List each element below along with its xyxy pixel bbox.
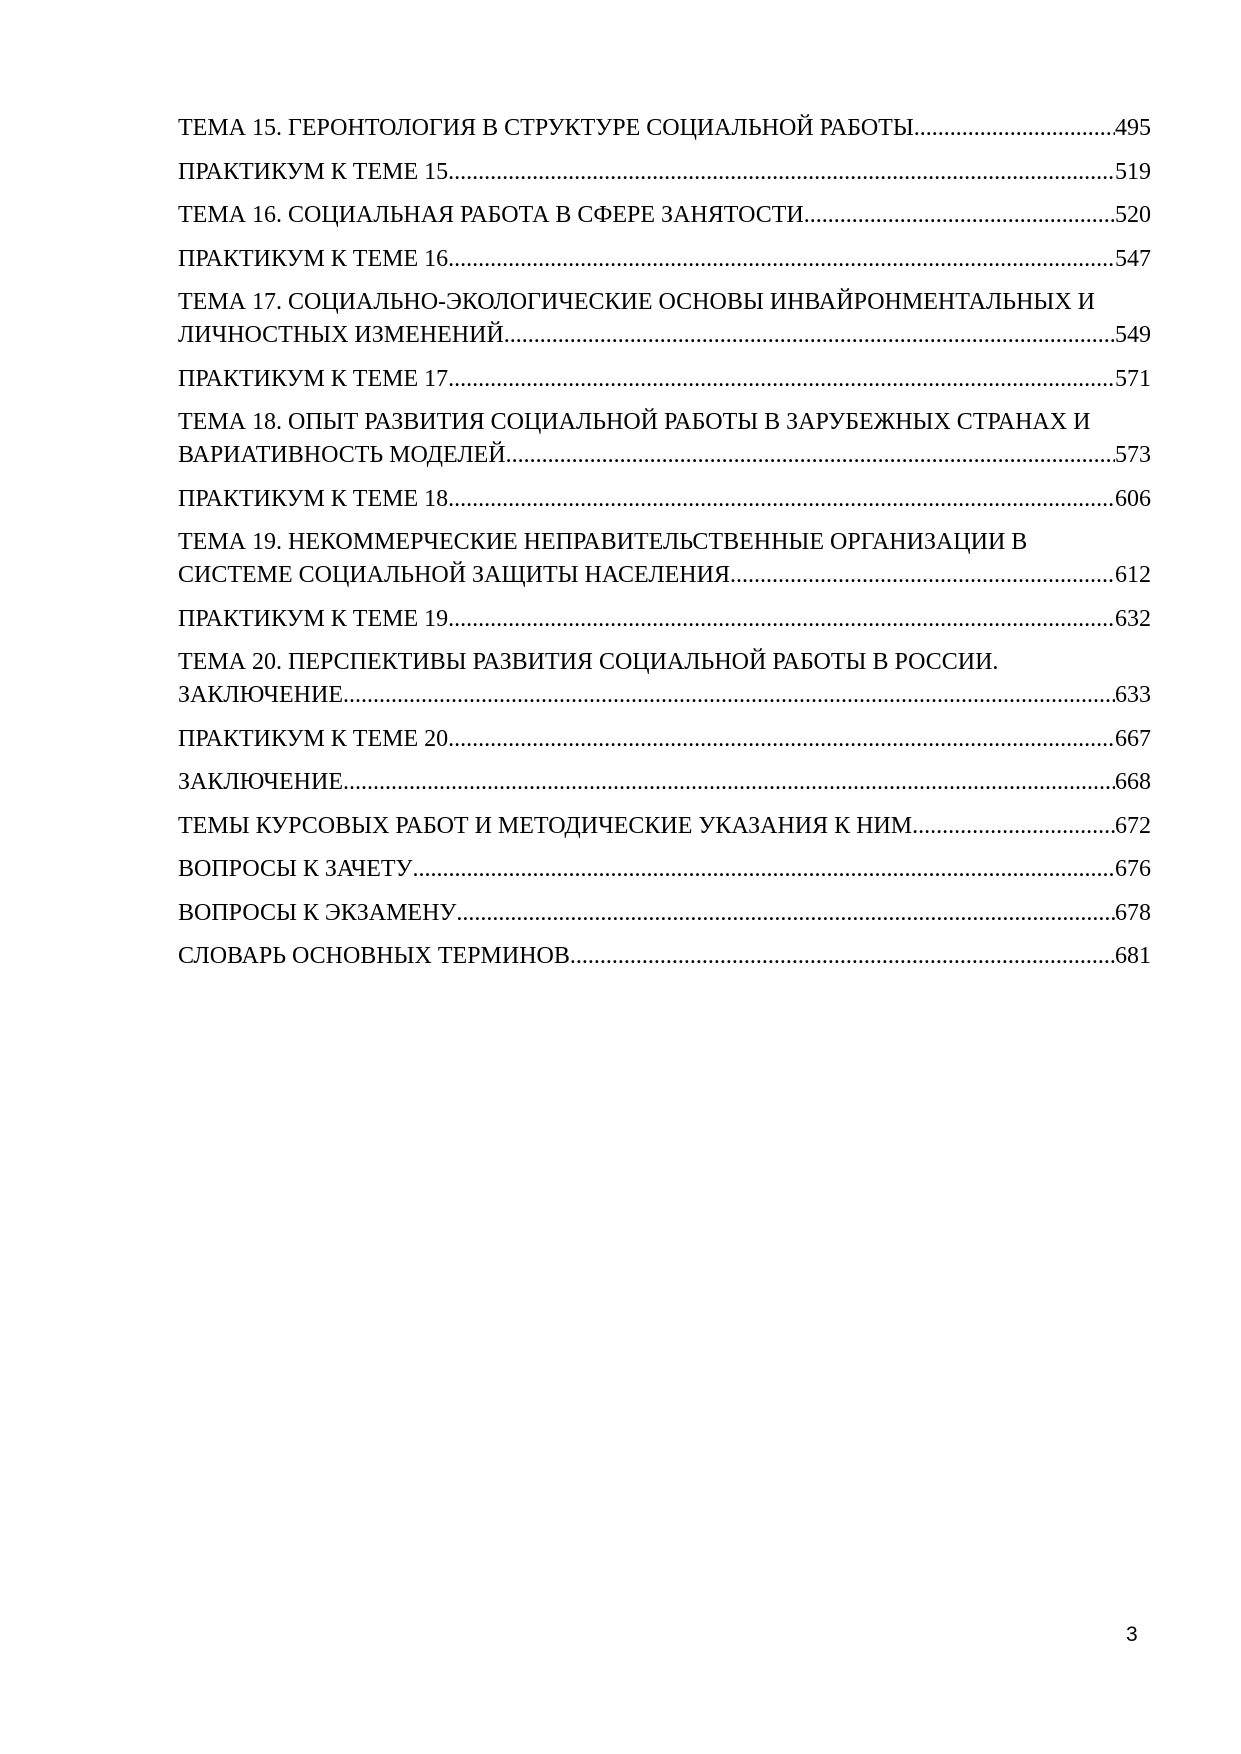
toc-entry-line xyxy=(178,723,1151,756)
toc-entry[interactable] xyxy=(178,199,1151,232)
toc-page-number: 573 xyxy=(1115,442,1151,468)
dot-leader xyxy=(448,243,1115,276)
toc-entry-line xyxy=(178,319,1151,352)
toc-entry-line xyxy=(178,156,1151,189)
toc-entry-title: СИСТЕМЕ СОЦИАЛЬНОЙ ЗАЩИТЫ НАСЕЛЕНИЯ xyxy=(178,562,730,588)
toc-entry-title-line-1: ТЕМА 18. ОПЫТ РАЗВИТИЯ СОЦИАЛЬНОЙ РАБОТЫ В ЗАРУБЕЖНЫХ СТРАНАХ И xyxy=(178,409,1091,435)
toc-entry-title: ТЕМЫ КУРСОВЫХ РАБОТ И МЕТОДИЧЕСКИЕ УКАЗАНИЯ К НИМ xyxy=(178,812,913,839)
toc-page-number: 668 xyxy=(1115,769,1151,795)
toc-entry[interactable] xyxy=(178,853,1151,886)
dot-leader xyxy=(804,199,1115,232)
toc-entry-title: ПРАКТИКУМ К ТЕМЕ 18 xyxy=(178,485,449,512)
toc-entry-title: ЗАКЛЮЧЕНИЕ xyxy=(178,769,343,795)
toc-entry[interactable] xyxy=(178,646,1151,712)
toc-entry-title: СЛОВАРЬ ОСНОВНЫХ ТЕРМИНОВ xyxy=(178,943,570,969)
toc-entry[interactable] xyxy=(178,940,1151,973)
toc-entry[interactable] xyxy=(178,897,1151,930)
toc-entry[interactable] xyxy=(178,603,1151,636)
page-number: 3 xyxy=(1126,1623,1138,1646)
dot-leader xyxy=(506,439,1115,472)
toc-page-number: 667 xyxy=(1115,725,1151,752)
toc-entry[interactable] xyxy=(178,526,1151,592)
toc-entry[interactable] xyxy=(178,243,1151,276)
dot-leader xyxy=(730,559,1115,592)
toc-entry[interactable] xyxy=(178,766,1151,799)
table-of-contents xyxy=(178,112,1151,984)
toc-entry-title-line-1: ТЕМА 19. НЕКОММЕРЧЕСКИЕ НЕПРАВИТЕЛЬСТВЕННЫЕ ОРГАНИЗАЦИИ В xyxy=(178,529,1028,555)
toc-entry-title: ТЕМА 15. ГЕРОНТОЛОГИЯ В СТРУКТУРЕ СОЦИАЛЬНОЙ РАБОТЫ xyxy=(178,115,914,141)
dot-leader xyxy=(448,483,1115,516)
toc-entry-title: ЛИЧНОСТНЫХ ИЗМЕНЕНИЙ xyxy=(178,322,504,348)
toc-entry-line xyxy=(178,483,1151,516)
toc-entry-line xyxy=(178,112,1151,145)
toc-entry-title-line-1: ТЕМА 20. ПЕРСПЕКТИВЫ РАЗВИТИЯ СОЦИАЛЬНОЙ РАБОТЫ В РОССИИ. xyxy=(178,649,999,675)
toc-entry-line xyxy=(178,243,1151,276)
dot-leader xyxy=(914,112,1115,145)
toc-entry-title: ВОПРОСЫ К ЗАЧЕТУ xyxy=(178,856,413,882)
dot-leader xyxy=(343,679,1115,712)
toc-entry[interactable] xyxy=(178,286,1151,352)
toc-entry-line xyxy=(178,853,1151,886)
dot-leader xyxy=(912,810,1115,843)
toc-page-number: 547 xyxy=(1115,245,1151,272)
toc-entry-title: ПРАКТИКУМ К ТЕМЕ 19 xyxy=(178,605,449,632)
toc-entry-title: ПРАКТИКУМ К ТЕМЕ 17 xyxy=(178,365,449,392)
toc-page-number: 549 xyxy=(1115,322,1151,348)
toc-entry-line xyxy=(178,940,1151,973)
toc-entry[interactable] xyxy=(178,363,1151,396)
toc-entry[interactable] xyxy=(178,156,1151,189)
toc-entry-title: ВАРИАТИВНОСТЬ МОДЕЛЕЙ xyxy=(178,442,506,468)
toc-entry-line xyxy=(178,897,1151,930)
toc-entry-title: ТЕМА 16. СОЦИАЛЬНАЯ РАБОТА В СФЕРЕ ЗАНЯТОСТИ xyxy=(178,202,804,228)
toc-entry[interactable] xyxy=(178,112,1151,145)
toc-entry-title: ПРАКТИКУМ К ТЕМЕ 16 xyxy=(178,245,449,272)
dot-leader xyxy=(570,940,1115,973)
toc-page-number: 632 xyxy=(1115,605,1151,632)
toc-entry-line xyxy=(178,559,1151,592)
dot-leader xyxy=(456,897,1115,930)
toc-entry-line xyxy=(178,439,1151,472)
dot-leader xyxy=(448,603,1115,636)
toc-page-number: 495 xyxy=(1115,115,1151,141)
dot-leader xyxy=(343,766,1115,799)
toc-page-number: 678 xyxy=(1115,899,1151,926)
toc-entry-line xyxy=(178,603,1151,636)
toc-entry-title: ВОПРОСЫ К ЭКЗАМЕНУ xyxy=(178,899,457,926)
toc-page-number: 676 xyxy=(1115,856,1151,882)
toc-entry-title: ПРАКТИКУМ К ТЕМЕ 20 xyxy=(178,725,449,752)
dot-leader xyxy=(504,319,1115,352)
dot-leader xyxy=(448,363,1115,396)
toc-page-number: 612 xyxy=(1115,562,1151,588)
dot-leader xyxy=(448,723,1115,756)
toc-page-number: 633 xyxy=(1115,682,1151,708)
toc-entry[interactable] xyxy=(178,723,1151,756)
toc-page-number: 606 xyxy=(1115,485,1151,512)
toc-page-number: 520 xyxy=(1115,202,1151,228)
toc-entry-title-line-1: ТЕМА 17. СОЦИАЛЬНО-ЭКОЛОГИЧЕСКИЕ ОСНОВЫ ИНВАЙРОНМЕНТАЛЬНЫХ И xyxy=(178,289,1095,315)
dot-leader xyxy=(413,853,1115,886)
toc-entry[interactable] xyxy=(178,810,1151,843)
dot-leader xyxy=(448,156,1115,189)
toc-entry-line xyxy=(178,199,1151,232)
toc-page-number: 672 xyxy=(1115,812,1151,839)
toc-entry-title: ПРАКТИКУМ К ТЕМЕ 15 xyxy=(178,158,449,185)
toc-entry-line xyxy=(178,766,1151,799)
toc-entry-line xyxy=(178,363,1151,396)
toc-page-number: 681 xyxy=(1115,943,1151,969)
toc-entry-line xyxy=(178,810,1151,843)
toc-entry-line xyxy=(178,679,1151,712)
toc-entry-title: ЗАКЛЮЧЕНИЕ xyxy=(178,682,343,708)
toc-entry[interactable] xyxy=(178,483,1151,516)
toc-page-number: 519 xyxy=(1115,158,1151,185)
toc-page-number: 571 xyxy=(1115,365,1151,392)
toc-entry[interactable] xyxy=(178,406,1151,472)
